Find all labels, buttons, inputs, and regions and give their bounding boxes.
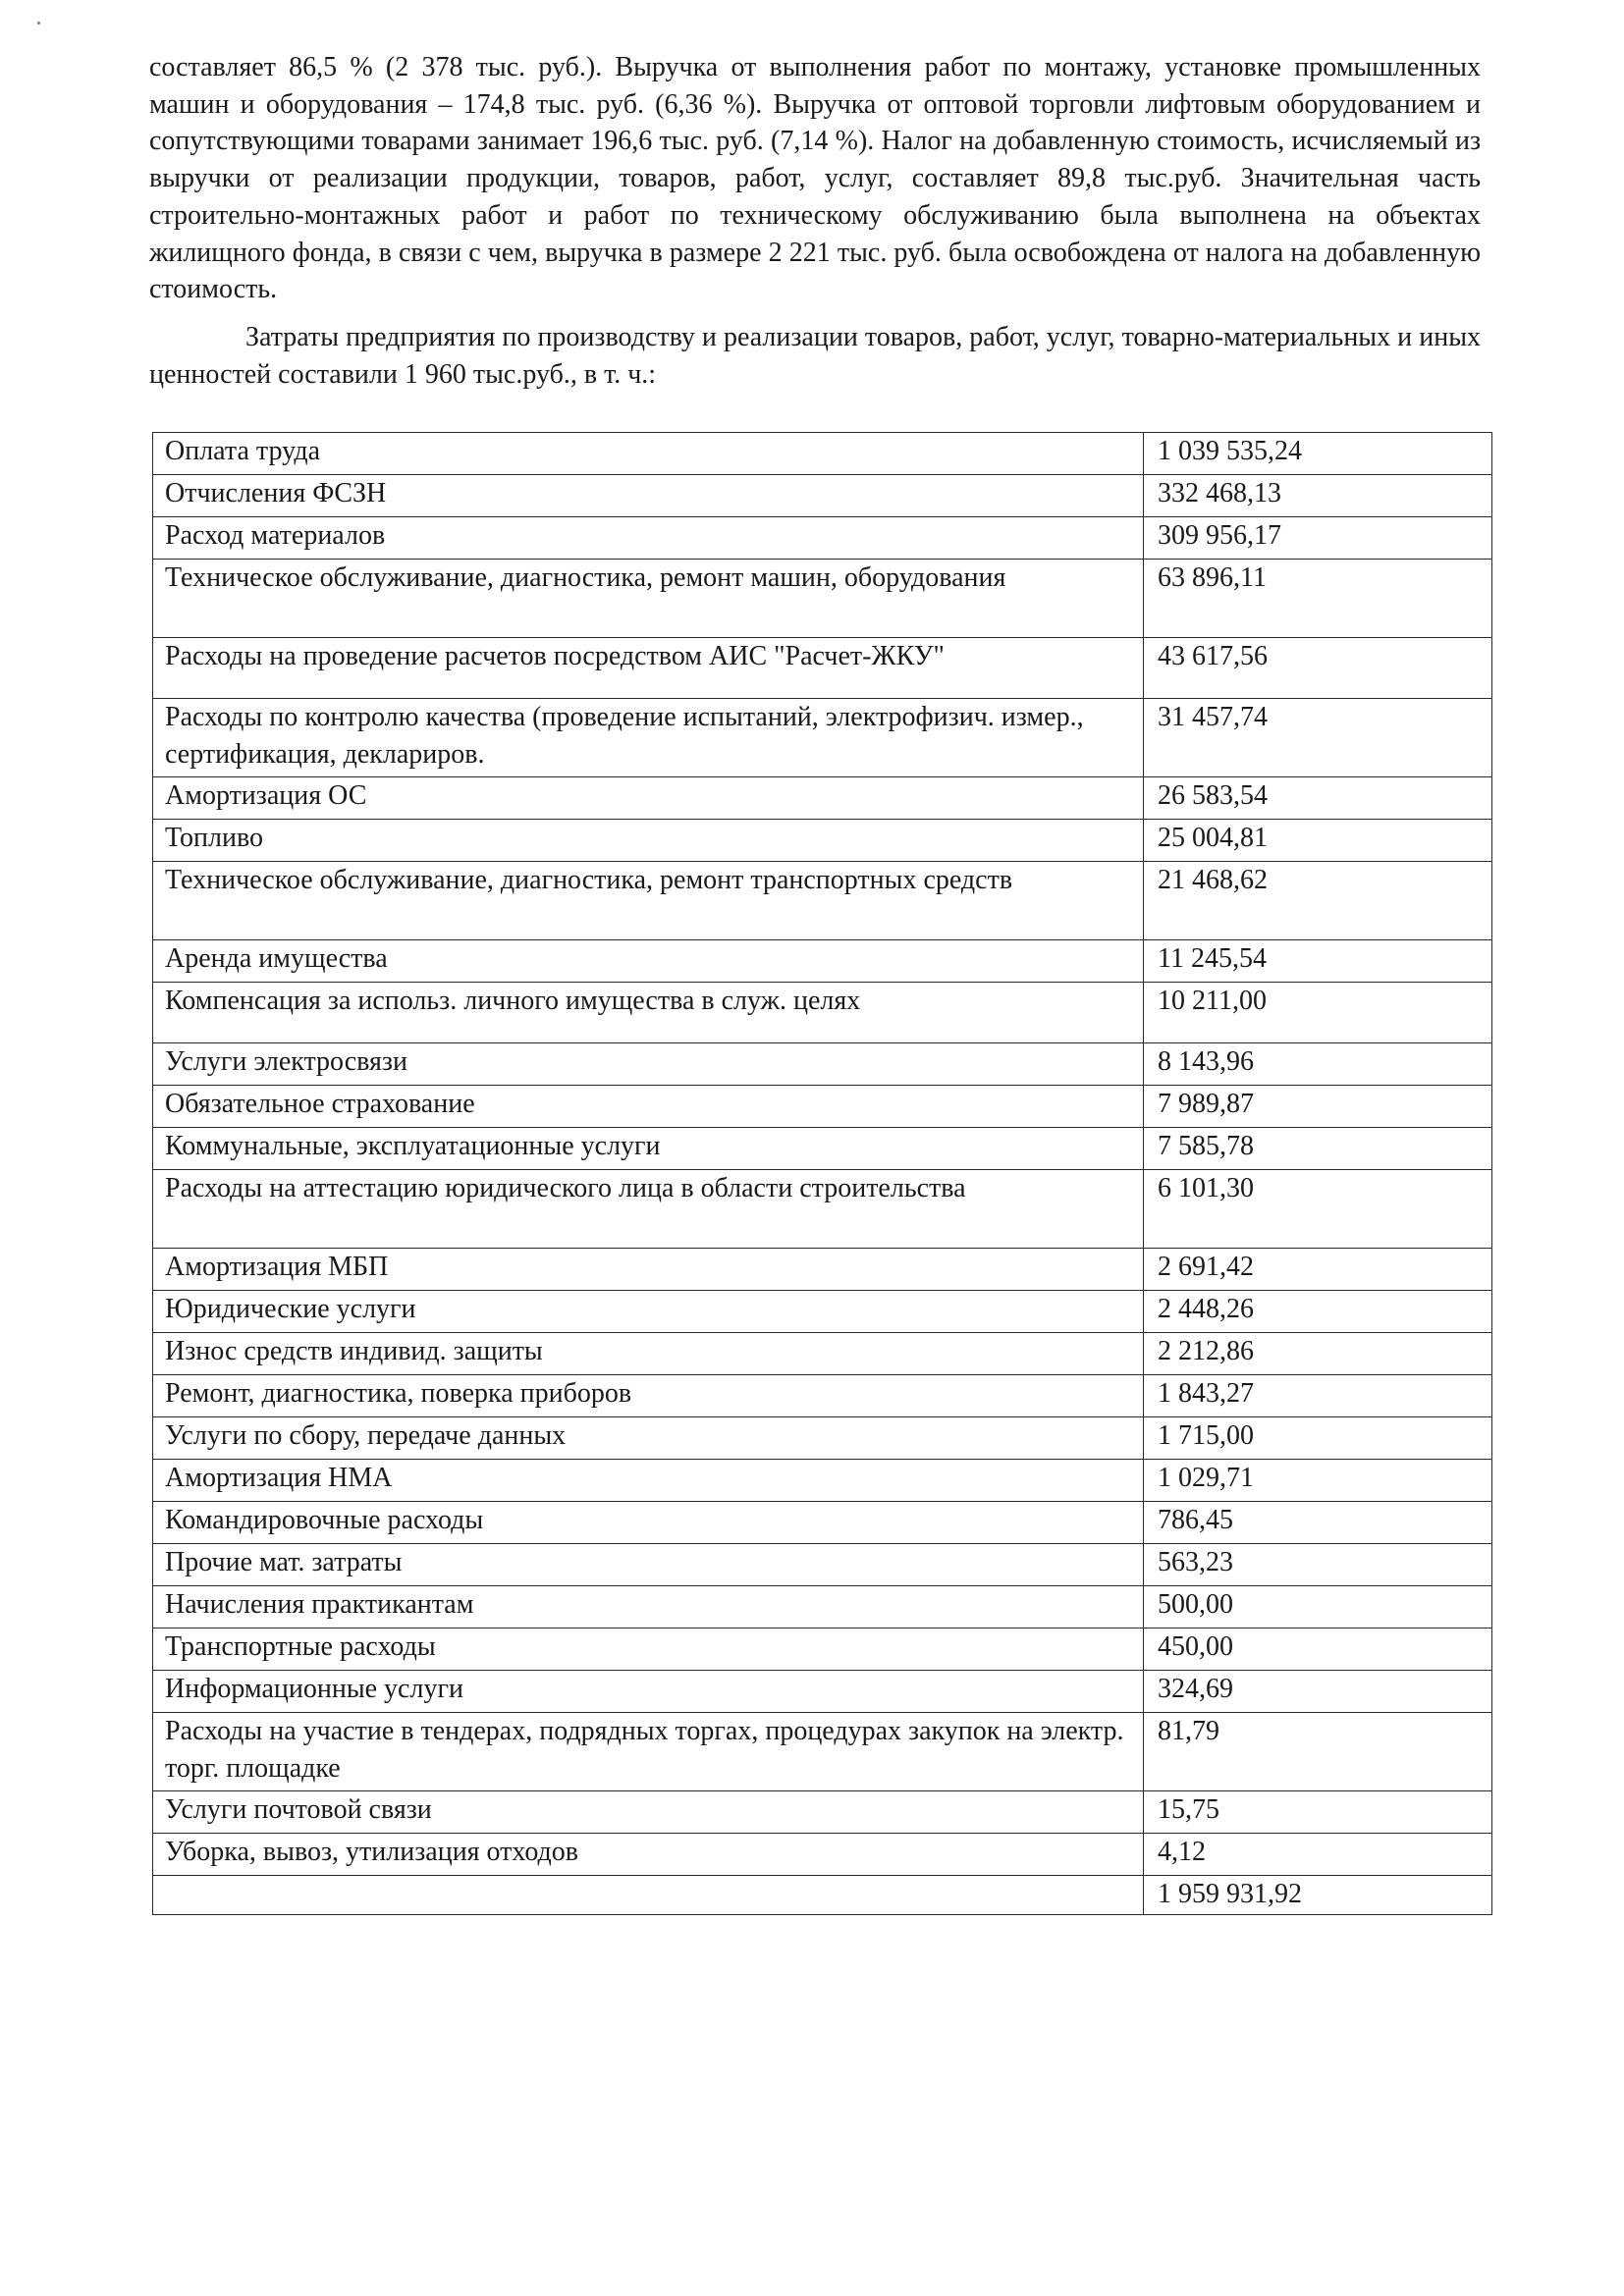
table-row: [153, 699, 1492, 777]
cost-item-name: Транспортные расходы: [153, 1629, 1144, 1671]
cost-item-name: Износ средств индивид. защиты: [153, 1333, 1144, 1375]
cost-item-value: 21 468,62: [1144, 862, 1492, 940]
cost-item-value: 1 039 535,24: [1144, 433, 1492, 475]
cost-item-name: Уборка, вывоз, утилизация отходов: [153, 1834, 1144, 1876]
cost-item-name: Оплата труда: [153, 433, 1144, 475]
cost-item-name: Услуги почтовой связи: [153, 1791, 1144, 1834]
cost-item-name: Техническое обслуживание, диагностика, ремонт машин, оборудования: [153, 560, 1144, 638]
table-row: [153, 1544, 1492, 1586]
cost-item-name: Обязательное страхование: [153, 1086, 1144, 1128]
cost-item-name: Информационные услуги: [153, 1671, 1144, 1713]
intro-paragraph-costs: Затраты предприятия по производству и реализации товаров, работ, услуг, товарно-материальных и иных ценностей составили 1 960 тыс.руб., в т. ч.:: [149, 322, 1481, 390]
cost-item-name: Юридические услуги: [153, 1291, 1144, 1333]
table-row: [153, 560, 1492, 638]
cost-item-name: Амортизация МБП: [153, 1249, 1144, 1291]
table-row: [153, 638, 1492, 699]
table-row: [153, 1791, 1492, 1834]
cost-item-name: Расходы по контролю качества (проведение испытаний, электрофизич. измер., сертификация, деклариров.: [153, 699, 1144, 777]
cost-item-value: 2 448,26: [1144, 1291, 1492, 1333]
cost-item-value: 31 457,74: [1144, 699, 1492, 777]
table-row: [153, 1417, 1492, 1460]
cost-item-name: Расходы на аттестацию юридического лица в области строительства: [153, 1170, 1144, 1249]
table-row: [153, 1460, 1492, 1502]
cost-item-value: 2 212,86: [1144, 1333, 1492, 1375]
table-row: [153, 1834, 1492, 1876]
table-row: [153, 1713, 1492, 1791]
table-row: [153, 1629, 1492, 1671]
cost-item-value: 43 617,56: [1144, 638, 1492, 699]
cost-item-value: 7 585,78: [1144, 1128, 1492, 1170]
table-row: [153, 777, 1492, 820]
table-total-row: [153, 1876, 1492, 1915]
cost-item-value: 11 245,54: [1144, 940, 1492, 983]
cost-item-name: Коммунальные, эксплуатационные услуги: [153, 1128, 1144, 1170]
cost-item-value: 786,45: [1144, 1502, 1492, 1544]
cost-item-name: Услуги электросвязи: [153, 1043, 1144, 1086]
cost-item-name: Услуги по сбору, передаче данных: [153, 1417, 1144, 1460]
cost-item-value: 25 004,81: [1144, 820, 1492, 862]
table-row: [153, 1249, 1492, 1291]
costs-table: [152, 432, 1492, 1915]
table-row: [153, 862, 1492, 940]
table-row: [153, 1128, 1492, 1170]
table-row: [153, 1291, 1492, 1333]
cost-item-name: Техническое обслуживание, диагностика, ремонт транспортных средств: [153, 862, 1144, 940]
table-row: [153, 1043, 1492, 1086]
cost-item-value: 309 956,17: [1144, 517, 1492, 560]
cost-item-value: 10 211,00: [1144, 983, 1492, 1043]
cost-item-value: 15,75: [1144, 1791, 1492, 1834]
table-row: [153, 820, 1492, 862]
cost-item-name: Топливо: [153, 820, 1144, 862]
cost-item-value: 500,00: [1144, 1586, 1492, 1629]
cost-item-name: Аренда имущества: [153, 940, 1144, 983]
cost-item-value: 4,12: [1144, 1834, 1492, 1876]
cost-item-name: Компенсация за использ. личного имущества в служ. целях: [153, 983, 1144, 1043]
cost-item-name: Отчисления ФСЗН: [153, 475, 1144, 517]
cost-item-value: 63 896,11: [1144, 560, 1492, 638]
intro-paragraph-revenue: составляет 86,5 % (2 378 тыс. руб.). Выручка от выполнения работ по монтажу, установке промышленных машин и оборудования – 174,8 тыс. руб. (6,36 %). Выручка от оптовой торговли лифтовым оборудованием и сопутствующими товарами занимает 196,6 тыс. руб. (7,14 %). Налог на добавленную стоимость, исчисляемый из выручки от реализации продукции, товаров, работ, услуг, составляет 89,8 тыс.руб. Значительная часть строительно-монтажных работ и работ по техническому обслуживанию была выполнена на объектах жилищного фонда, в связи с чем, выручка в размере 2 221 тыс. руб. была освобождена от налога на добавленную стоимость.: [149, 52, 1481, 305]
cost-item-name: Расходы на проведение расчетов посредством АИС "Расчет-ЖКУ": [153, 638, 1144, 699]
table-row: [153, 1333, 1492, 1375]
cost-item-value: 81,79: [1144, 1713, 1492, 1791]
cost-item-name: Ремонт, диагностика, поверка приборов: [153, 1375, 1144, 1417]
table-row: [153, 1586, 1492, 1629]
cost-item-value: 332 468,13: [1144, 475, 1492, 517]
table-row: [153, 1170, 1492, 1249]
cost-item-value: 450,00: [1144, 1629, 1492, 1671]
table-row: [153, 1375, 1492, 1417]
cost-item-name: Расход материалов: [153, 517, 1144, 560]
total-label: [153, 1876, 1144, 1915]
cost-item-name: Амортизация НМА: [153, 1460, 1144, 1502]
cost-item-value: 1 715,00: [1144, 1417, 1492, 1460]
table-row: [153, 983, 1492, 1043]
cost-item-value: 1 843,27: [1144, 1375, 1492, 1417]
table-row: [153, 517, 1492, 560]
cost-item-name: Амортизация ОС: [153, 777, 1144, 820]
total-value: 1 959 931,92: [1144, 1876, 1492, 1915]
cost-item-name: Расходы на участие в тендерах, подрядных торгах, процедурах закупок на электр. торг. площадке: [153, 1713, 1144, 1791]
cost-item-value: 8 143,96: [1144, 1043, 1492, 1086]
cost-item-value: 26 583,54: [1144, 777, 1492, 820]
table-row: [153, 1086, 1492, 1128]
cost-item-value: 324,69: [1144, 1671, 1492, 1713]
table-row: [153, 1671, 1492, 1713]
cost-item-name: Командировочные расходы: [153, 1502, 1144, 1544]
cost-item-name: Начисления практикантам: [153, 1586, 1144, 1629]
cost-item-value: 563,23: [1144, 1544, 1492, 1586]
table-row: [153, 940, 1492, 983]
cost-item-value: 7 989,87: [1144, 1086, 1492, 1128]
cost-item-name: Прочие мат. затраты: [153, 1544, 1144, 1586]
cost-item-value: 6 101,30: [1144, 1170, 1492, 1249]
cost-item-value: 1 029,71: [1144, 1460, 1492, 1502]
scan-speck: [37, 22, 40, 25]
table-row: [153, 475, 1492, 517]
cost-item-value: 2 691,42: [1144, 1249, 1492, 1291]
table-row: [153, 433, 1492, 475]
table-row: [153, 1502, 1492, 1544]
